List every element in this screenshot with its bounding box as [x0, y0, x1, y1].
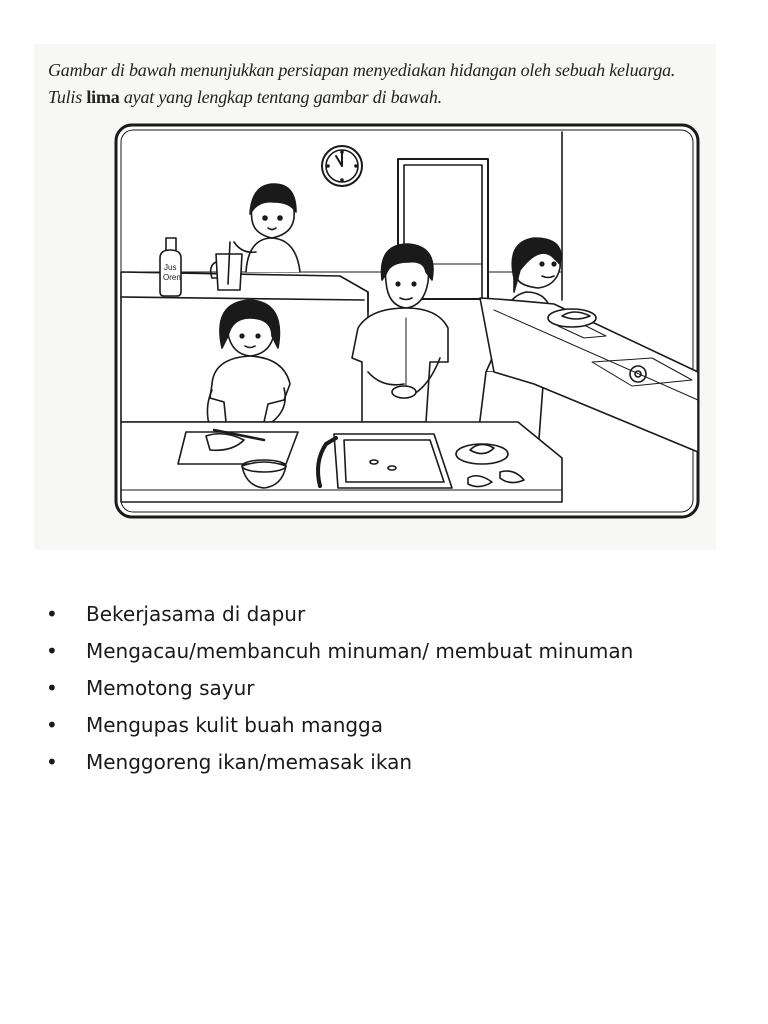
instruction-suffix: ayat yang lengkap tentang gambar di bawah.: [123, 87, 442, 107]
answer-text: Mengupas kulit buah mangga: [86, 713, 384, 737]
instruction-line-1: [48, 60, 688, 81]
bullet-icon: •: [46, 676, 58, 700]
cutting-board-icon: [178, 430, 298, 464]
answer-text: Menggoreng ikan/memasak ikan: [86, 750, 412, 774]
bottle-label-oren: Oren: [163, 273, 181, 282]
wall-clock-icon: [322, 146, 362, 186]
sink-icon: [318, 434, 452, 488]
answer-item: [46, 707, 633, 744]
bullet-icon: •: [46, 639, 58, 663]
answer-item: [46, 744, 633, 781]
answer-text: Memotong sayur: [86, 676, 255, 700]
instruction-line-2: [48, 87, 688, 108]
bullet-icon: •: [46, 602, 58, 626]
instruction-prefix: Tulis: [48, 87, 83, 107]
frying-pan-icon: [548, 309, 596, 327]
bottle-label-jus: Jus: [164, 263, 177, 272]
answer-item: [46, 633, 633, 670]
instruction-text-1: Gambar di bawah menunjukkan persiapan menyediakan hidangan oleh sebuah keluarga.: [48, 60, 676, 80]
answer-list: [46, 596, 633, 781]
answer-item: [46, 670, 633, 707]
instruction-bold-word: lima: [86, 87, 120, 107]
bullet-icon: •: [46, 713, 58, 737]
answer-text: Mengacau/membancuh minuman/ membuat minuman: [86, 639, 634, 663]
bullet-icon: •: [46, 750, 58, 774]
kitchen-illustration: [114, 122, 700, 520]
answer-text: Bekerjasama di dapur: [86, 602, 306, 626]
answer-item: [46, 596, 633, 633]
